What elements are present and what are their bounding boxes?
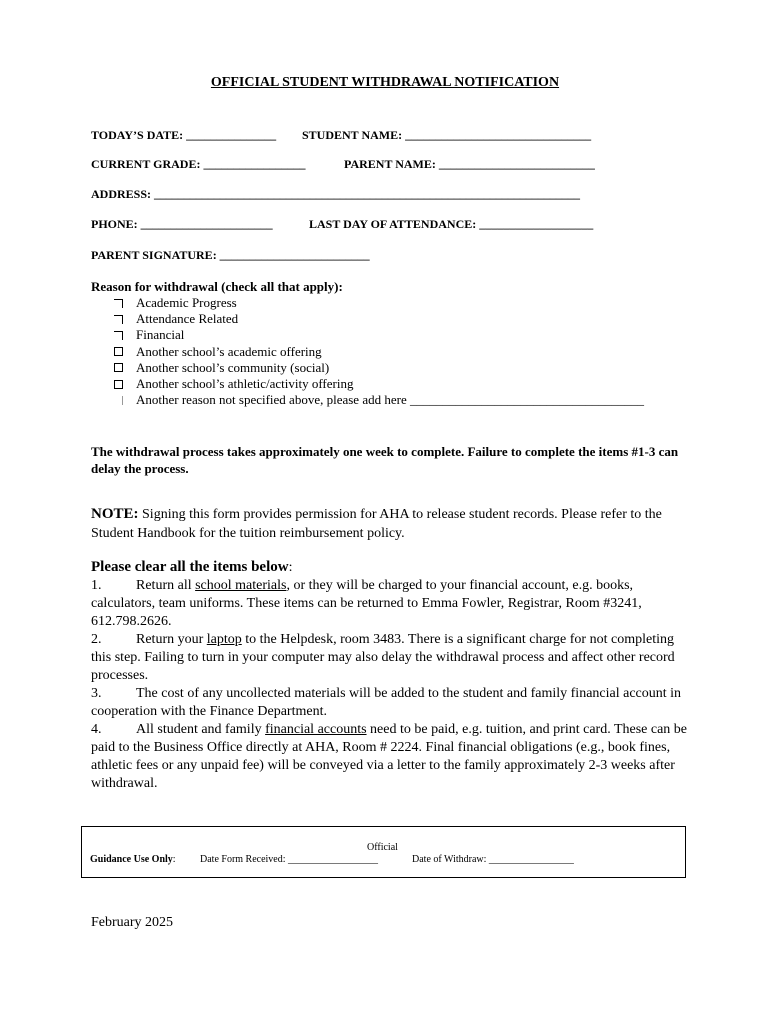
clear-items-section: Please clear all the items below: 1. Return all school materials, or they will be charged to your financial account, e.g. books, calculators, team uniforms. These items can be returned to Emma Fowler, Registrar, Room #3241, 612.798.2626. 2. Return your laptop to the Helpdesk, room 3483. There is a significant charge for not completing this step. Failing to turn in your computer may also delay the withdrawal process and affect other record processes. 3. The cost of any uncollected materials will be added to the student and family financial account in cooperation with the Finance Department. 4. All student and family financial accounts need to be paid, e.g. tuition, and print card. These can be paid to the Business Office directly at AHA, Room # 2224. Final financial obligations (e.g., book fines, athletic fees or any unpaid fee) will be conveyed via a letter to the family approximately 2-3 weeks after withdrawal. <box>91 558 691 793</box>
checkbox-icon[interactable] <box>114 347 123 356</box>
note-text: Signing this form provides permission for AHA to release student records. Please refer to the Student Handbook for the tuition reimbursement policy. <box>91 507 662 541</box>
reason-heading: Reason for withdrawal (check all that apply): <box>91 279 343 294</box>
school-materials-link[interactable]: school materials <box>195 578 287 593</box>
guidance-label: Guidance Use Only: <box>90 854 176 865</box>
date-received-field[interactable]: Date Form Received: __________________ <box>200 854 379 865</box>
laptop-link[interactable]: laptop <box>206 632 242 647</box>
checkbox-icon[interactable] <box>114 315 123 324</box>
reason-item[interactable]: Another reason not specified above, please add here ____________________________________ <box>114 392 644 408</box>
address-field[interactable]: ADDRESS: _______________________________________________________________________ <box>91 187 581 201</box>
last-day-field[interactable]: LAST DAY OF ATTENDANCE: ___________________ <box>309 217 594 231</box>
checkbox-icon[interactable] <box>114 299 123 308</box>
checkbox-icon[interactable] <box>114 396 123 405</box>
official-label: Official <box>367 842 398 853</box>
form-title: OFFICIAL STUDENT WITHDRAWAL NOTIFICATION <box>210 75 560 90</box>
checkbox-icon[interactable] <box>114 363 123 372</box>
student-name-field[interactable]: STUDENT NAME: _______________________________ <box>302 128 592 142</box>
parent-name-field[interactable]: PARENT NAME: __________________________ <box>344 157 595 171</box>
reason-item[interactable]: Financial <box>114 327 644 343</box>
reason-item[interactable]: Another school’s community (social) <box>114 360 644 376</box>
clear-item: 2. Return your laptop to the Helpdesk, room 3483. There is a significant charge for not completing this step. Failing to turn in your computer may also delay the withdrawal process and affect other record processes. <box>91 632 675 683</box>
current-grade-field[interactable]: CURRENT GRADE: _________________ <box>91 157 306 171</box>
date-withdraw-field[interactable]: Date of Withdraw: _________________ <box>412 854 574 865</box>
checkbox-icon[interactable] <box>114 331 123 340</box>
footer-date: February 2025 <box>91 915 174 930</box>
checkbox-icon[interactable] <box>114 380 123 389</box>
note-label: NOTE: <box>91 506 139 522</box>
reason-item[interactable]: Academic Progress <box>114 295 644 311</box>
todays-date-field[interactable]: TODAY’S DATE: _______________ <box>91 128 277 142</box>
reason-checklist <box>114 295 644 408</box>
clear-heading: Please clear all the items below <box>91 559 289 575</box>
reason-item[interactable]: Another school’s academic offering <box>114 344 644 360</box>
clear-item: 3. The cost of any uncollected materials will be added to the student and family financial account in cooperation with the Finance Department. <box>91 686 682 719</box>
clear-item: 4. All student and family financial accounts need to be paid, e.g. tuition, and print card. These can be paid to the Business Office directly at AHA, Room # 2224. Final financial obligations (e.g., book fines, athletic fees or any unpaid fee) will be conveyed via a letter to the family approximately 2-3 weeks after withdrawal. <box>91 722 688 791</box>
reason-item[interactable]: Another school’s athletic/activity offering <box>114 376 644 392</box>
process-note: The withdrawal process takes approximately one week to complete. Failure to complete the items #1-3 can delay the process. <box>91 444 679 476</box>
phone-field[interactable]: PHONE: ______________________ <box>91 217 273 231</box>
clear-item: 1. Return all school materials, or they will be charged to your financial account, e.g. books, calculators, team uniforms. These items can be returned to Emma Fowler, Registrar, Room #3241, 612.798.2626. <box>91 578 642 629</box>
official-use-box <box>81 826 686 878</box>
note-paragraph <box>91 505 691 543</box>
financial-accounts-link[interactable]: financial accounts <box>265 722 367 737</box>
parent-signature-field[interactable]: PARENT SIGNATURE: _________________________ <box>91 248 370 262</box>
reason-item[interactable]: Attendance Related <box>114 311 644 327</box>
